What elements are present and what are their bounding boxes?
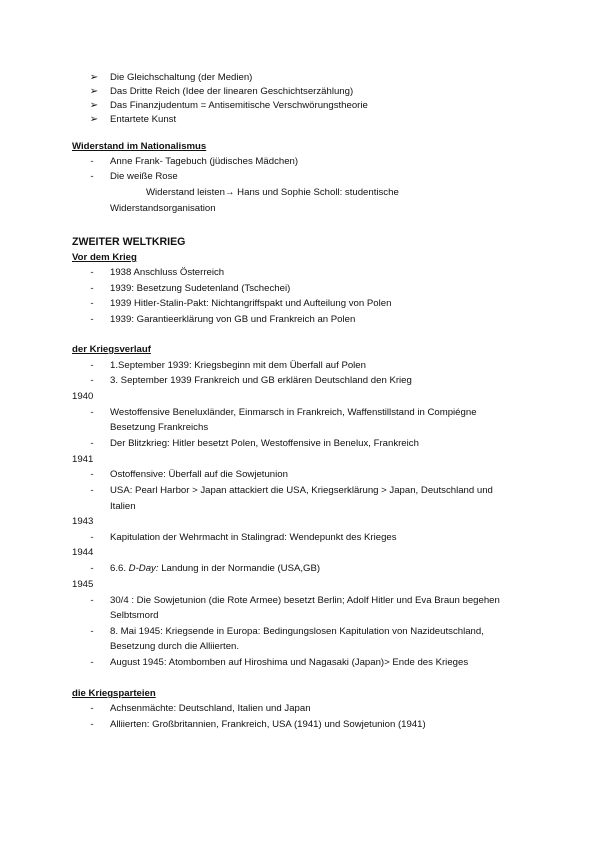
section-heading-kriegsparteien: die Kriegsparteien: [72, 688, 156, 699]
list-item: Westoffensive Beneluxländer, Einmarsch in Frankreich, Waffenstillstand in Compiégne: [110, 407, 477, 418]
section-heading-widerstand: Widerstand im Nationalismus: [72, 141, 207, 152]
dash-bullet-icon: -: [90, 485, 94, 496]
list-item: 3. September 1939 Frankreich und GB erklären Deutschland den Krieg: [110, 375, 412, 386]
list-item: 30/4 : Die Sowjetunion (die Rote Armee) besetzt Berlin; Adolf Hitler und Eva Braun begehen: [110, 595, 500, 606]
list-item: USA: Pearl Harbor > Japan attackiert die USA, Kriegserklärung > Japan, Deutschland und: [110, 485, 493, 496]
dash-bullet-icon: -: [90, 375, 94, 386]
list-item: 1939: Besetzung Sudetenland (Tschechei): [110, 283, 291, 294]
dash-bullet-icon: -: [90, 657, 94, 668]
arrow-bullet-icon: ➢: [89, 72, 99, 83]
list-item: Kapitulation der Wehrmacht in Stalingrad: Wendepunkt des Krieges: [110, 532, 397, 543]
arrow-bullet-icon: ➢: [89, 100, 99, 111]
arrow-bullet-icon: ➢: [89, 114, 99, 125]
d-day-label: D-Day:: [128, 563, 159, 574]
section-heading-vor-dem-krieg: Vor dem Krieg: [72, 252, 137, 263]
list-item: 8. Mai 1945: Kriegsende in Europa: Bedingungslosen Kapitulation von Nazideutschland,: [110, 626, 484, 637]
page-title: ZWEITER WELTKRIEG: [72, 236, 186, 248]
list-item: [110, 563, 320, 575]
arrow-bullet-icon: ➢: [89, 86, 99, 97]
intro-bullet: Das Dritte Reich (Idee der linearen Geschichtserzählung): [110, 86, 354, 97]
list-item: 1939 Hitler-Stalin-Pakt: Nichtangriffspakt und Aufteilung von Polen: [110, 298, 392, 309]
dash-bullet-icon: -: [90, 469, 94, 480]
list-item-cont: Italien: [110, 501, 136, 512]
list-item-prefix: 6.6.: [110, 563, 129, 574]
dash-bullet-icon: -: [90, 283, 94, 294]
section-heading-kriegsverlauf: der Kriegsverlauf: [72, 344, 151, 355]
list-item: Achsenmächte: Deutschland, Italien und Japan: [110, 703, 311, 714]
list-item-sub: Widerstand leisten→ Hans und Sophie Scholl: studentische: [146, 187, 399, 198]
list-item-cont: Besetzung Frankreichs: [110, 422, 209, 433]
year-label: 1940: [72, 391, 94, 402]
list-item-cont: Besetzung durch die Alliierten.: [110, 641, 240, 652]
list-item: Anne Frank- Tagebuch (jüdisches Mädchen): [110, 156, 299, 167]
dash-bullet-icon: -: [90, 267, 94, 278]
list-item-sub: Widerstandsorganisation: [110, 203, 216, 214]
dash-bullet-icon: -: [90, 719, 94, 730]
dash-bullet-icon: -: [90, 360, 94, 371]
intro-bullet: Entartete Kunst: [110, 114, 177, 125]
year-label: 1944: [72, 547, 94, 558]
dash-bullet-icon: -: [90, 595, 94, 606]
list-item-rest: Landung in der Normandie (USA,GB): [158, 563, 321, 574]
year-label: 1941: [72, 454, 94, 465]
dash-bullet-icon: -: [90, 171, 94, 182]
list-item: Die weiße Rose: [110, 171, 178, 182]
list-item: Ostoffensive: Überfall auf die Sowjetunion: [110, 469, 288, 480]
dash-bullet-icon: -: [90, 298, 94, 309]
dash-bullet-icon: -: [90, 407, 94, 418]
dash-bullet-icon: -: [90, 156, 94, 167]
intro-bullet: Die Gleichschaltung (der Medien): [110, 72, 253, 83]
dash-bullet-icon: -: [90, 532, 94, 543]
dash-bullet-icon: -: [90, 563, 94, 574]
dash-bullet-icon: -: [90, 438, 94, 449]
list-item: 1938 Anschluss Österreich: [110, 267, 225, 278]
list-item: 1.September 1939: Kriegsbeginn mit dem Überfall auf Polen: [110, 360, 366, 371]
dash-bullet-icon: -: [90, 314, 94, 325]
list-item: Der Blitzkrieg: Hitler besetzt Polen, Westoffensive in Benelux, Frankreich: [110, 438, 419, 449]
dash-bullet-icon: -: [90, 626, 94, 637]
list-item: 1939: Garantieerklärung von GB und Frankreich an Polen: [110, 314, 356, 325]
dash-bullet-icon: -: [90, 703, 94, 714]
year-label: 1945: [72, 579, 94, 590]
year-label: 1943: [72, 516, 94, 527]
list-item: Alliierten: Großbritannien, Frankreich, USA (1941) und Sowjetunion (1941): [110, 719, 426, 730]
intro-bullet: Das Finanzjudentum = Antisemitische Verschwörungstheorie: [110, 100, 368, 111]
list-item-cont: Selbtsmord: [110, 610, 159, 621]
list-item: August 1945: Atombomben auf Hiroshima und Nagasaki (Japan)> Ende des Krieges: [110, 657, 469, 668]
